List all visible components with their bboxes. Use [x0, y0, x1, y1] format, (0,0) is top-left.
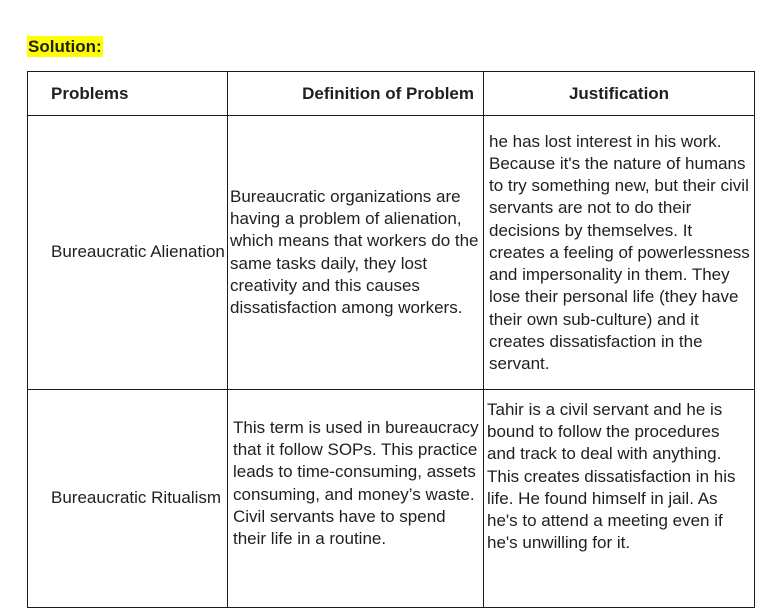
problem-cell: Bureaucratic Ritualism	[28, 390, 228, 608]
justification-cell: Tahir is a civil servant and he is bound to follow the procedures and track to deal with anything. This creates dissatisfaction in his life. He found himself in jail. As he's to attend a meeting even if he's unwilling for it.	[484, 390, 755, 608]
definition-cell: Bureaucratic organizations are having a problem of alienation, which means that workers do the same tasks daily, they lost creativity and this causes dissatisfaction among workers.	[228, 116, 484, 390]
solution-heading: Solution:	[28, 37, 102, 56]
header-definition: Definition of Problem	[228, 72, 484, 116]
header-justification: Justification	[484, 72, 755, 116]
header-problems: Problems	[28, 72, 228, 116]
justification-cell: he has lost interest in his work. Because it's the nature of humans to try something new, but their civil servants are not to do their decisions by themselves. It creates a feeling of powerlessness and impersonality in them. They lose their personal life (they have their own sub-culture) and it creates dissatisfaction in the servant.	[484, 116, 755, 390]
definition-cell: This term is used in bureaucracy that it follow SOPs. This practice leads to time-consuming, assets consuming, and money’s waste. Civil servants have to spend their life in a routine.	[228, 390, 484, 608]
table-row	[28, 116, 755, 390]
table-row	[28, 390, 755, 608]
problems-table	[27, 71, 755, 608]
table-header-row	[28, 72, 755, 116]
problem-cell: Bureaucratic Alienation	[28, 116, 228, 390]
